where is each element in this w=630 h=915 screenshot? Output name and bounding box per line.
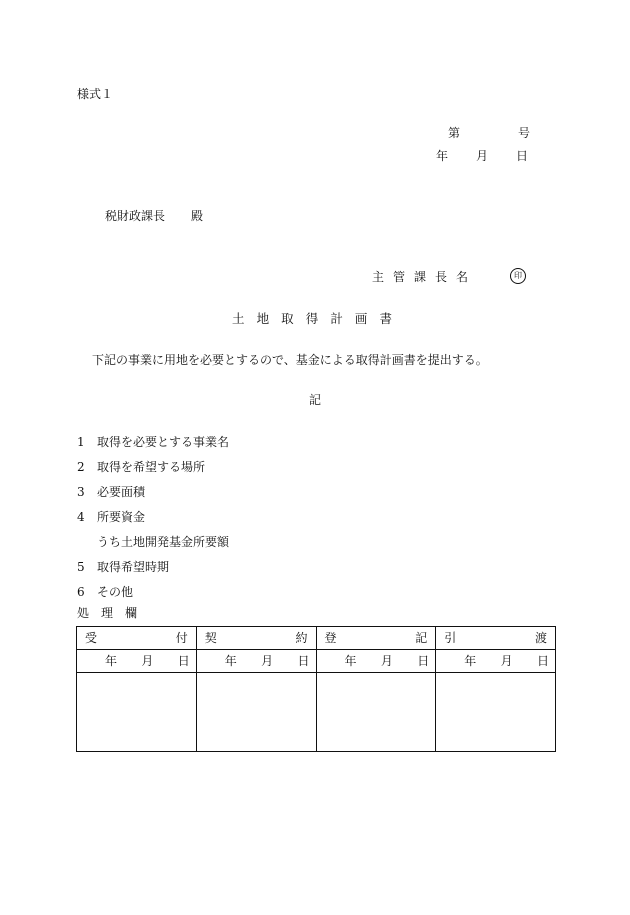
header-char: 契 — [204, 631, 217, 645]
date-day: 日 — [297, 654, 310, 668]
title-char: 書 — [379, 311, 392, 326]
processing-label-char: 処 — [77, 606, 90, 620]
date-cell — [316, 650, 436, 673]
blank-cell — [77, 673, 197, 752]
item-number: 2 — [77, 460, 85, 474]
addressee — [105, 210, 203, 222]
item-text: 取得を必要とする事業名 — [97, 435, 230, 449]
date-cell — [196, 650, 316, 673]
sender-char: 主 — [372, 270, 385, 284]
date-year: 年 — [464, 654, 477, 668]
sender-char: 名 — [455, 270, 468, 284]
addressee-name: 税財政課長 — [105, 209, 166, 223]
table-header-row — [77, 627, 556, 650]
header-char: 受 — [85, 631, 98, 645]
document-number-prefix: 第 — [448, 126, 461, 140]
item-text: 必要面積 — [97, 485, 146, 499]
item-text: 取得希望時期 — [97, 560, 170, 574]
item-text: その他 — [97, 585, 134, 599]
document-title — [232, 313, 392, 326]
title-char: 得 — [305, 311, 319, 326]
item-number: 3 — [77, 485, 85, 499]
date-day: 日 — [177, 654, 190, 668]
processing-label-char: 理 — [100, 606, 113, 620]
item-number: 1 — [77, 435, 85, 449]
list-item — [77, 511, 145, 523]
table-blank-row — [77, 673, 556, 752]
blank-cell — [436, 673, 556, 752]
date-day: 日 — [417, 654, 430, 668]
header-char: 約 — [295, 631, 308, 645]
date-month: 月 — [261, 654, 274, 668]
date-year: 年 — [224, 654, 237, 668]
processing-section-label — [77, 607, 137, 619]
list-item — [77, 561, 169, 573]
header-char: 付 — [175, 631, 188, 645]
header-cell-receipt — [77, 627, 197, 650]
processing-table — [76, 626, 556, 752]
list-sub-item: うち土地開発基金所要額 — [97, 535, 230, 549]
date-month: 月 — [141, 654, 154, 668]
header-cell-contract — [196, 627, 316, 650]
list-item — [77, 436, 229, 448]
date-month: 月 — [475, 149, 488, 163]
title-char: 地 — [256, 311, 270, 326]
item-number: 4 — [77, 510, 85, 524]
ki-heading: 記 — [309, 393, 322, 407]
blank-cell — [196, 673, 316, 752]
list-item — [77, 486, 145, 498]
sender-char: 課 — [413, 270, 426, 284]
form-label: 様式１ — [77, 87, 114, 101]
sender-char: 長 — [434, 270, 447, 284]
sender-char: 管 — [392, 270, 405, 284]
intro-statement: 下記の事業に用地を必要とするので、基金による取得計画書を提出する。 — [92, 353, 488, 367]
date-day: 日 — [515, 149, 528, 163]
header-char: 渡 — [534, 631, 547, 645]
table-date-row — [77, 650, 556, 673]
header-cell-registration — [316, 627, 436, 650]
header-char: 記 — [415, 631, 428, 645]
document-number-line — [448, 127, 530, 139]
list-item — [77, 586, 133, 598]
date-month: 月 — [380, 654, 393, 668]
title-char: 取 — [281, 311, 294, 326]
title-char: 土 — [232, 311, 245, 326]
header-cell-delivery — [436, 627, 556, 650]
item-number: 6 — [77, 585, 85, 599]
processing-label-char: 欄 — [124, 606, 137, 620]
seal-mark: 印 — [510, 268, 526, 284]
header-char: 登 — [324, 631, 337, 645]
header-char: 引 — [444, 631, 457, 645]
date-month: 月 — [500, 654, 513, 668]
date-line — [436, 150, 528, 162]
date-cell — [436, 650, 556, 673]
date-year: 年 — [344, 654, 357, 668]
date-year: 年 — [436, 149, 449, 163]
title-char: 計 — [330, 311, 343, 326]
blank-cell — [316, 673, 436, 752]
document-number-suffix: 号 — [517, 126, 530, 140]
addressee-honorific: 殿 — [191, 209, 204, 223]
date-day: 日 — [536, 654, 549, 668]
item-text: 取得を希望する場所 — [97, 460, 206, 474]
list-item — [77, 461, 205, 473]
date-year: 年 — [105, 654, 118, 668]
sender-title — [372, 271, 468, 283]
item-text: 所要資金 — [97, 510, 146, 524]
title-char: 画 — [354, 311, 368, 326]
item-number: 5 — [77, 560, 85, 574]
date-cell — [77, 650, 197, 673]
